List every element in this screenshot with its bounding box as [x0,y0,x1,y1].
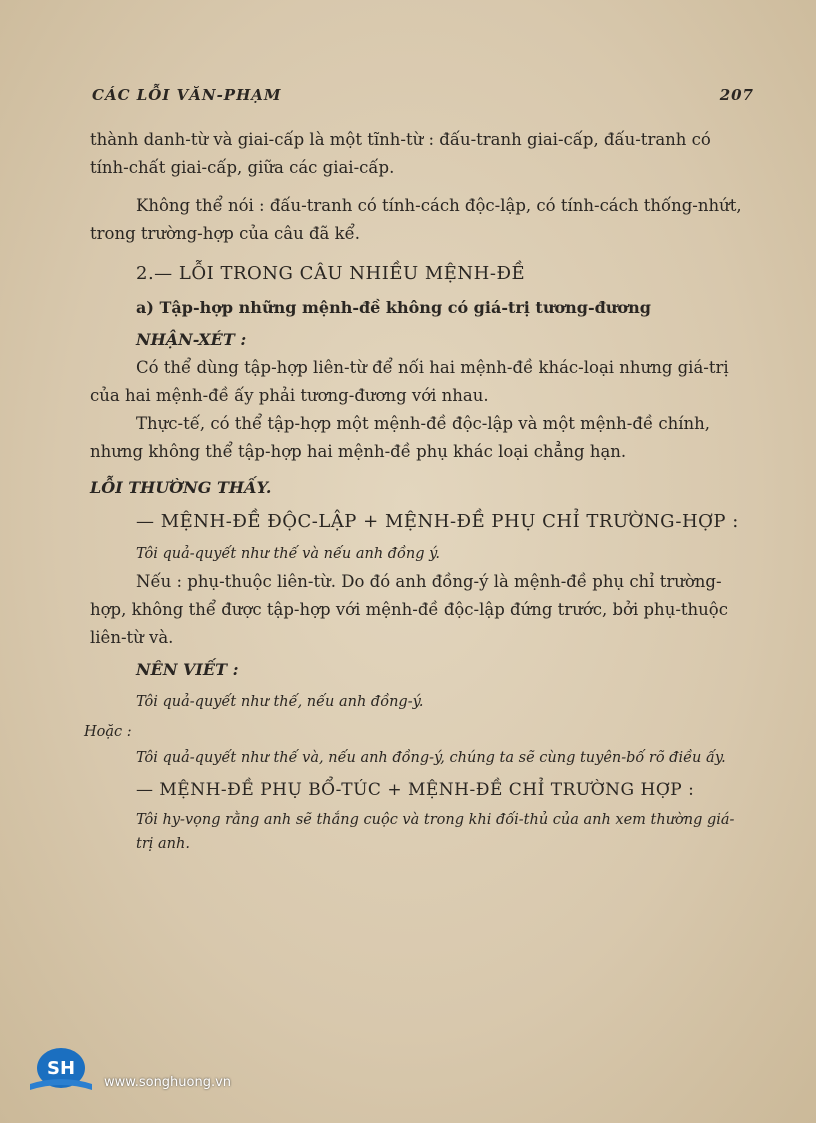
paragraph-1: thành danh-từ và giai-cấp là một tĩnh-từ : đấu-tranh giai-cấp, đấu-tranh có tính-chất giai-cấp, giữa các giai-cấp. [90,130,711,177]
page-number: 207 [719,86,754,104]
rule-2-example: Tôi hy-vọng rằng anh sẽ thắng cuộc và trong khi đối-thủ của anh xem thường giá-trị anh. [136,812,735,852]
section-subheading: a) Tập-hợp những mệnh-đề không có giá-trị tương-đương [136,298,651,317]
label-nen-viet: NÊN VIẾT : [136,660,239,679]
logo-text: SH [46,1058,76,1079]
paragraph-3: Có thể dùng tập-hợp liên-từ để nối hai mệnh-đề khác-loại nhưng giá-trị của hai mệnh-đề ấy phải tương-đương với nhau. [90,358,729,405]
paragraph-4: Thực-tế, có thể tập-hợp một mệnh-đề độc-lập và một mệnh-đề chính, nhưng không thể tập-hợp hai mệnh-đề phụ khác loại chẳng hạn. [90,414,710,461]
label-loi-thuong-thay: LỖI THƯỜNG THẤY. [90,478,272,497]
label-hoac: Hoặc : [84,724,132,740]
header-title: CÁC LỖI VĂN-PHẠM [92,86,282,104]
label-nhan-xet: NHẬN-XÉT : [136,330,247,349]
rule-2-title: — MỆNH-ĐỀ PHỤ BỔ-TÚC + MỆNH-ĐỀ CHỈ TRƯỜNG HỢP : [136,780,695,800]
watermark-site: www.songhuong.vn [104,1075,232,1090]
rule-1-example: Tôi quả-quyết như thế và nếu anh đồng ý. [136,546,441,562]
section-heading: 2.— LỖI TRONG CÂU NHIỀU MỆNH-ĐỀ [136,263,526,284]
songhuong-logo-icon [26,1044,96,1096]
page-body [84,126,750,856]
rule-1-explanation: Nếu : phụ-thuộc liên-từ. Do đó anh đồng-ý là mệnh-đề phụ chỉ trường-hợp, không thể được tập-hợp với mệnh-đề độc-lập đứng trước, bởi phụ-thuộc liên-từ và. [90,572,728,647]
rule-1-correct-2: Tôi quả-quyết như thế và, nếu anh đồng-ý, chúng ta sẽ cùng tuyên-bố rõ điều ấy. [136,750,726,766]
running-header [92,86,754,104]
rule-1-title: — MỆNH-ĐỀ ĐỘC-LẬP + MỆNH-ĐỀ PHỤ CHỈ TRƯỜNG-HỢP : [136,511,739,532]
paragraph-2: Không thể nói : đấu-tranh có tính-cách độc-lập, có tính-cách thống-nhứt, trong trường-hợp của câu đã kể. [90,196,742,243]
rule-1-correct-1: Tôi quả-quyết như thế, nếu anh đồng-ý. [136,694,424,710]
